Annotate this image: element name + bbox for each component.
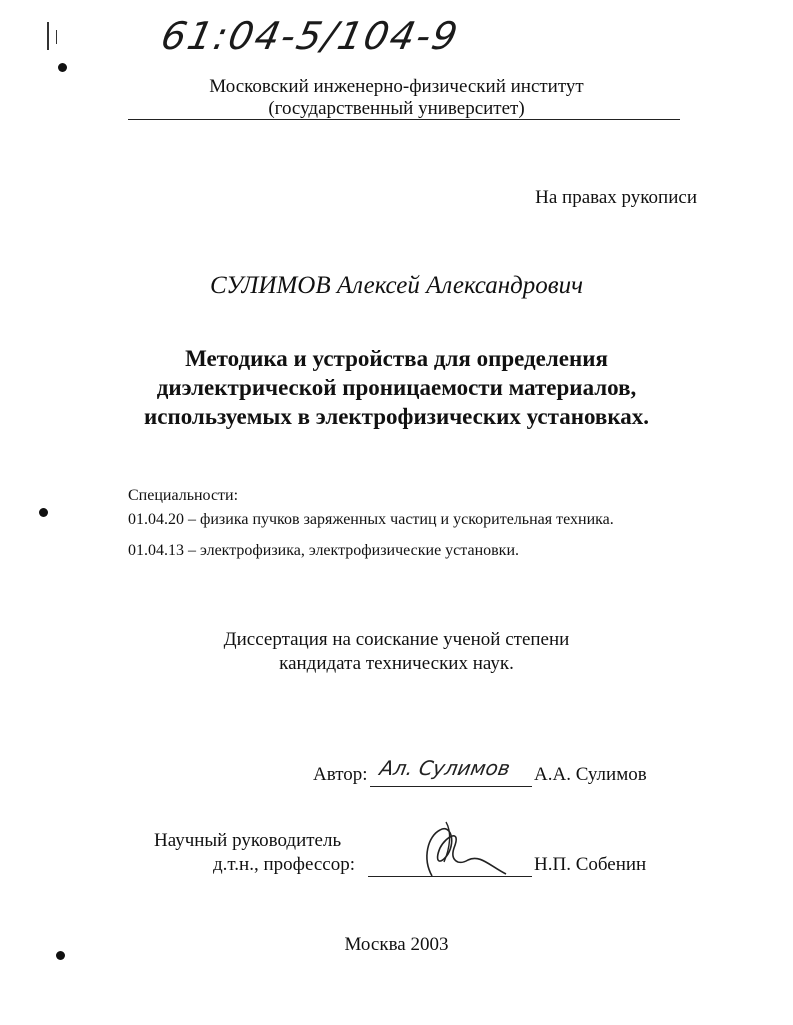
supervisor-degree-label: д.т.н., профессор: — [213, 854, 355, 875]
margin-mark — [47, 22, 49, 50]
institute-subtitle: (государственный университет) — [268, 98, 525, 119]
author-handwritten-signature: Ал. Сулимов — [377, 756, 512, 780]
dissertation-title — [0, 344, 793, 431]
supervisor-label: Научный руководитель — [154, 830, 342, 851]
header-rule — [128, 119, 680, 120]
specialties-heading: Специальности: — [128, 487, 239, 504]
margin-mark — [56, 30, 57, 44]
degree-line: Диссертация на соискание ученой степени — [223, 629, 570, 650]
specialty-item: 01.04.20 – физика пучков заряженных частиц и ускорительная техника. — [128, 511, 614, 528]
city-year: Москва 2003 — [344, 934, 449, 955]
author-name: А.А. Сулимов — [534, 764, 647, 785]
degree-line: кандидата технических наук. — [279, 653, 514, 674]
margin-dot — [39, 508, 48, 517]
supervisor-signature-scribble — [410, 818, 510, 880]
manuscript-note: На правах рукописи — [535, 187, 697, 208]
margin-dot — [58, 63, 67, 72]
degree-statement — [0, 628, 793, 676]
author-label: Автор: — [313, 764, 368, 785]
archive-stamp: 61:04-5/104-9 — [157, 14, 464, 58]
title-line: диэлектрической проницаемости материалов, — [156, 375, 637, 400]
title-line: используемых в электрофизических установках. — [144, 404, 649, 429]
author-signature-line — [370, 786, 532, 787]
title-line: Методика и устройства для определения — [185, 346, 608, 371]
institute-name: Московский инженерно-физический институт — [209, 76, 584, 97]
author-full-name: СУЛИМОВ Алексей Александрович — [209, 272, 584, 299]
specialty-item: 01.04.13 – электрофизика, электрофизические установки. — [128, 542, 520, 559]
specialties-block — [128, 484, 614, 563]
supervisor-name: Н.П. Собенин — [534, 854, 647, 875]
